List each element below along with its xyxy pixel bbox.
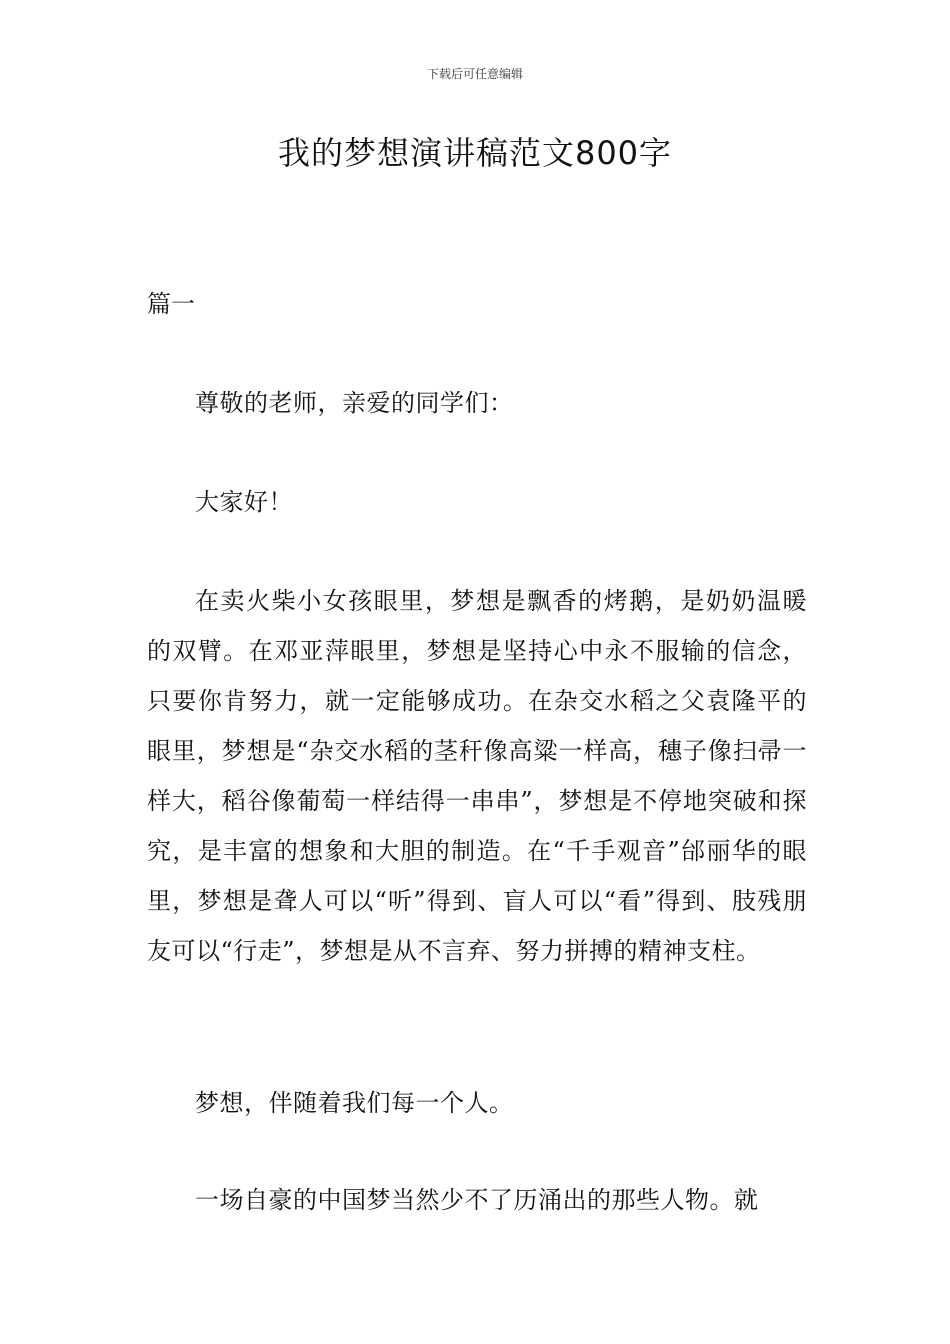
- paragraph-hello: 大家好！: [195, 488, 293, 516]
- paragraph-china-dream: 一场自豪的中国梦当然少不了历涌出的那些人物。就: [195, 1186, 759, 1214]
- paragraph-dream-examples: 在卖火柴小女孩眼里，梦想是飘香的烤鹅，是奶奶温暖的双臂。在邓亚萍眼里，梦想是坚持心中永不服输的信念，只要你肯努力，就一定能够成功。在杂交水稻之父袁隆平的眼里，梦想是“杂交水稻的茎秆像高粱一样高，穗子像扫帚一样大，稻谷像葡萄一样结得一串串”，梦想是不停地突破和探究，是丰富的想象和大胆的制造。在“千手观音”邰丽华的眼里，梦想是聋人可以“听”得到、盲人可以“看”得到、肢残朋友可以“行走”，梦想是从不言弃、努力拼搏的精神支柱。: [147, 587, 807, 965]
- document-title: 我的梦想演讲稿范文800字: [277, 134, 673, 172]
- section-label: 篇一: [147, 290, 195, 318]
- paragraph-dream-companion: 梦想，伴随着我们每一个人。: [195, 1089, 514, 1117]
- header-note: 下载后可任意编辑: [426, 67, 523, 81]
- paragraph-greeting: 尊敬的老师，亲爱的同学们：: [195, 389, 514, 417]
